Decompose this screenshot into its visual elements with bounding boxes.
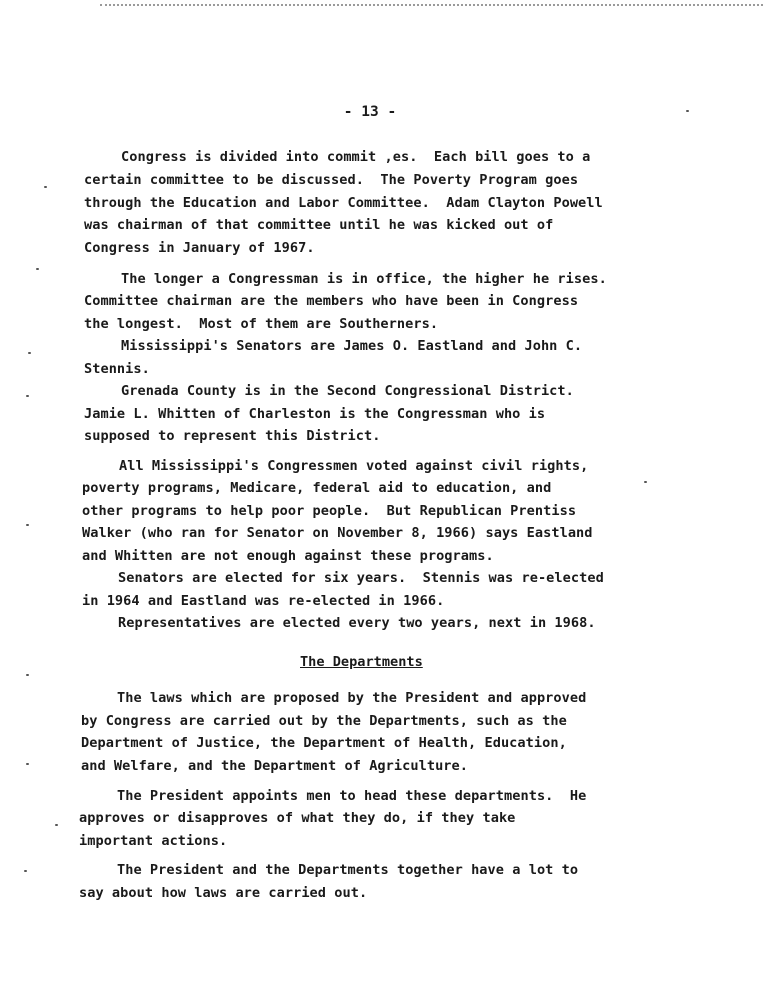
text-line: other programs to help poor people. But Republican Prentiss [82, 503, 577, 519]
text-line: The President appoints men to head these departments. He [117, 788, 587, 804]
text-line: The laws which are proposed by the President and approved [117, 690, 587, 706]
scan-speck [36, 268, 39, 270]
scan-speck [24, 870, 27, 872]
text-line: Department of Justice, the Department of Health, Education, [81, 735, 567, 751]
scan-speck [44, 186, 47, 188]
scan-speck [686, 110, 689, 112]
text-line: poverty programs, Medicare, federal aid to education, and [82, 480, 552, 496]
text-line: Walker (who ran for Senator on November 8, 1966) says Eastland [82, 525, 593, 541]
text-line: All Mississippi's Congressmen voted against civil rights, [119, 458, 589, 474]
text-line: Mississippi's Senators are James O. Eastland and John C. [121, 338, 583, 354]
scan-speck [26, 524, 29, 526]
text-line: important actions. [79, 833, 228, 849]
text-line: supposed to represent this District. [84, 428, 381, 444]
text-line: say about how laws are carried out. [79, 885, 368, 901]
scan-speck [28, 352, 31, 354]
scan-speck [644, 481, 647, 483]
section-heading: The Departments [300, 654, 423, 670]
text-line: Senators are elected for six years. Stennis was re-elected [118, 570, 604, 586]
text-line: and Whitten are not enough against these programs. [82, 548, 494, 564]
text-line: Congress in January of 1967. [84, 240, 315, 256]
text-line: Committee chairman are the members who have been in Congress [84, 293, 579, 309]
text-line: The longer a Congressman is in office, the higher he rises. [121, 271, 607, 287]
text-line: through the Education and Labor Committee. Adam Clayton Powell [84, 195, 603, 211]
top-border-rule [100, 0, 763, 6]
scan-speck [26, 395, 29, 397]
text-line: Congress is divided into commit ,es. Each bill goes to a [121, 149, 591, 165]
text-line: the longest. Most of them are Southerners. [84, 316, 439, 332]
text-line: Representatives are elected every two years, next in 1968. [118, 615, 596, 631]
scan-speck [26, 763, 29, 765]
scan-speck [55, 824, 58, 826]
page-number: - 13 - [343, 104, 397, 120]
text-line: and Welfare, and the Department of Agriculture. [81, 758, 469, 774]
text-line: Stennis. [84, 361, 150, 377]
scan-speck [26, 674, 29, 676]
text-line: The President and the Departments together have a lot to [117, 862, 579, 878]
text-line: certain committee to be discussed. The Poverty Program goes [84, 172, 579, 188]
text-line: was chairman of that committee until he was kicked out of [84, 217, 554, 233]
text-line: in 1964 and Eastland was re-elected in 1966. [82, 593, 445, 609]
text-line: by Congress are carried out by the Departments, such as the [81, 713, 567, 729]
text-line: approves or disapproves of what they do, if they take [79, 810, 516, 826]
text-line: Grenada County is in the Second Congressional District. [121, 383, 574, 399]
text-line: Jamie L. Whitten of Charleston is the Congressman who is [84, 406, 546, 422]
